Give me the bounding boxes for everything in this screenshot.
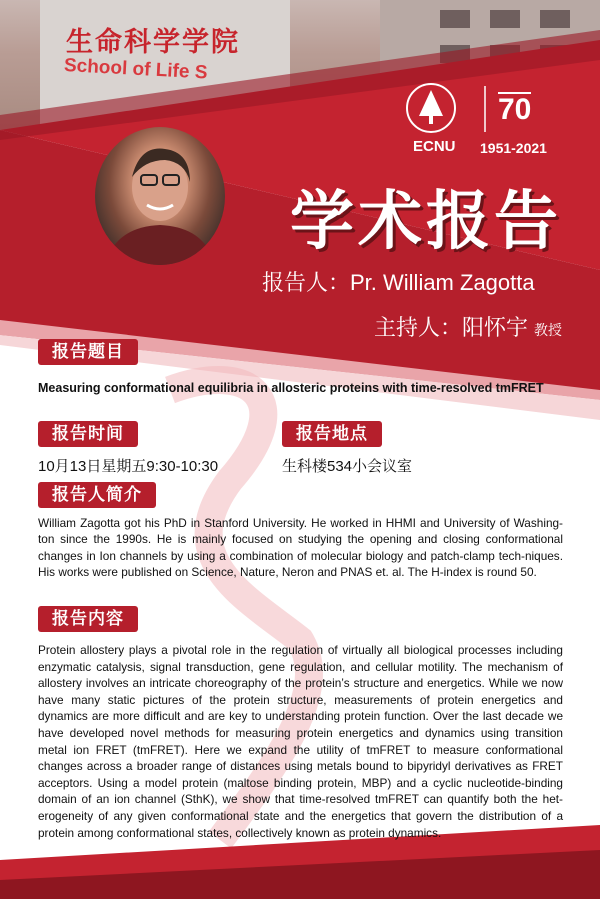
bio-text: William Zagotta got his PhD in Stanford University. He worked in HHMI and University of Washing-ton since the 1990s. He is mainly focused on studying the opening and closing conformational changes in Ion channels by using a combination of molecular biology and patch-clamp tech-niques. His works were published on Science, Nature, Neron and PNAS et. al. The H-index is round 50. [38,516,563,580]
host-line [374,311,562,342]
time-tag: 报告时间 [38,421,138,447]
host-label: 主持人：阳怀宇 [374,315,529,340]
place-tag: 报告地点 [282,421,382,447]
anniversary-70: 70 [498,93,532,126]
content-tag: 报告内容 [38,606,138,632]
speaker-line: 报告人：Pr. William Zagotta [262,270,535,295]
time-text: 10月13日星期五9:30-10:30 [38,458,219,475]
university-logo [405,82,575,142]
content-text: Protein allostery plays a pivotal role in the regulation of virtually all biological processes including enzymatic catalysis, signal transduction, gene regulation, and cellular motility. The mechanism of allostery involves an intricate choreography of the protein’s structure and energetics. While we now have many static pictures of the protein structure, measurements of protein energetics and dynamics are more difficult and are key to understanding protein function. Over the last decade we have developed novel methods for measuring protein energetics and dynamics using transition metal ion FRET (tmFRET). Here we expand the utility of tmFRET to measure conformational changes across a broader range of distances using metals bound to bipyridyl derivatives as FRET acceptors. Using a model protein (maltose binding protein, MBP) and a cyclic nucleotide-binding domain of an ion channel (SthK), we show that time-resolved tmFRET can quantify both the het-erogeneity of any given conformational state and the energetics that govern the distribution of a protein among conformational states, collectively known as protein dynamics. [38,643,563,840]
page-title: 学术报告 [290,185,562,259]
host-role: 教授 [534,322,563,338]
topic-text: Measuring conformational equilibria in allosteric proteins with time-resolved tmFRET [38,381,544,395]
school-name-en: School of Life S [63,55,208,84]
ecnu-label: ECNU [413,138,456,155]
years-label: 1951-2021 [480,140,547,156]
bio-tag: 报告人简介 [38,482,156,508]
topic-tag: 报告题目 [38,339,138,365]
place-text: 生科楼534小会议室 [282,458,413,475]
logo-arc-text [431,87,481,91]
school-name-cn: 生命科学学院 [66,27,240,57]
speaker-photo [95,127,225,265]
